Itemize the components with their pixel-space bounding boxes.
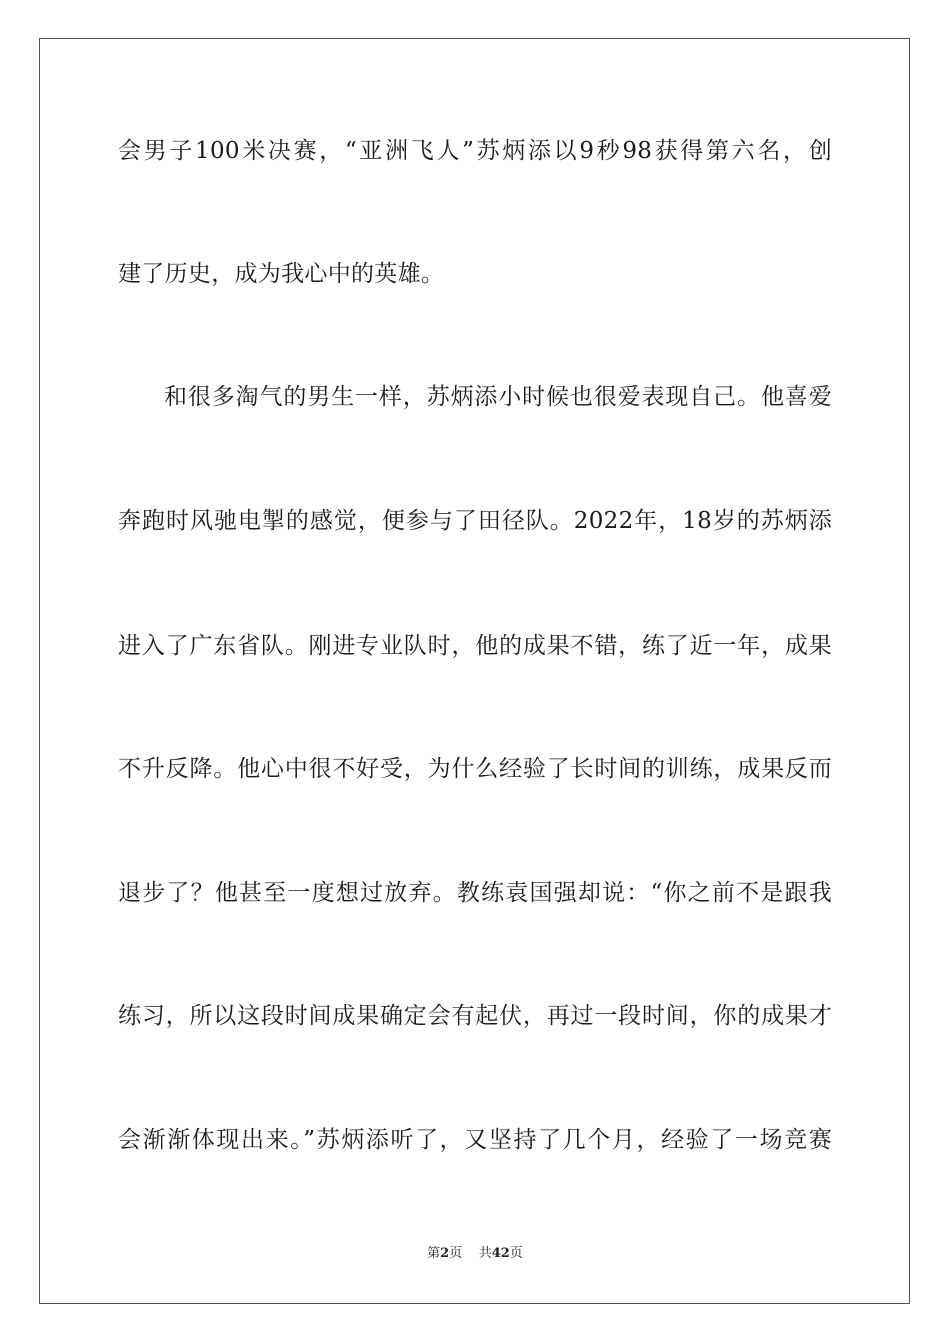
text-line-9: 会渐渐体现出来。”苏炳添听了，又坚持了几个月，经验了一场竞赛 xyxy=(118,1127,832,1153)
text-line-8: 练习，所以这段时间成果确定会有起伏，再过一段时间，你的成果才 xyxy=(118,1003,832,1029)
total-suffix: 页 xyxy=(509,1246,523,1261)
text-line-5: 进入了广东省队。刚进专业队时，他的成果不错，练了近一年，成果 xyxy=(118,633,832,659)
page-current: 2 xyxy=(440,1246,450,1261)
page-footer xyxy=(0,1245,950,1263)
text-line-1: 会男子100米决赛，“亚洲飞人”苏炳添以9秒98获得第六名，创 xyxy=(118,138,832,164)
text-line-2: 建了历史，成为我心中的英雄。 xyxy=(118,261,445,287)
page-prefix: 第 xyxy=(427,1246,441,1261)
text-line-4: 奔跑时风驰电掣的感觉，便参与了田径队。2022年，18岁的苏炳添 xyxy=(118,508,832,534)
page-suffix: 页 xyxy=(449,1246,463,1261)
page-frame xyxy=(39,38,910,1304)
text-line-7: 退步了？他甚至一度想过放弃。教练袁国强却说：“你之前不是跟我 xyxy=(118,880,832,906)
page-total: 42 xyxy=(491,1246,510,1261)
text-line-3: 和很多淘气的男生一样，苏炳添小时候也很爱表现自己。他喜爱 xyxy=(164,384,832,410)
text-line-6: 不升反降。他心中很不好受，为什么经验了长时间的训练，成果反而 xyxy=(118,756,832,782)
total-prefix: 共 xyxy=(478,1246,492,1261)
